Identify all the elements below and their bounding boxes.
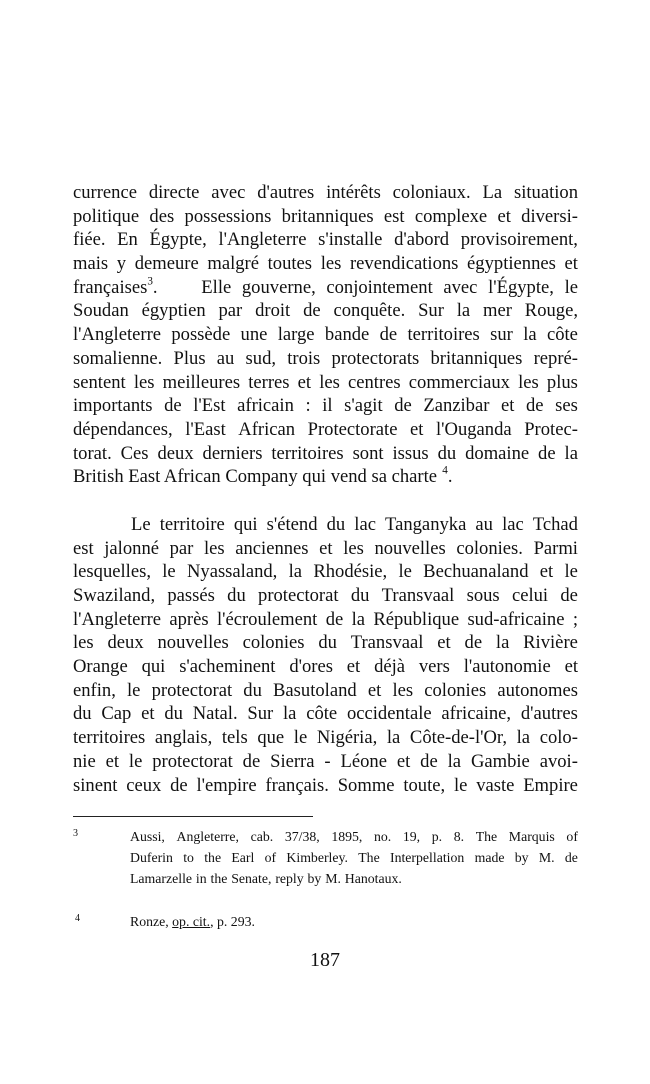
word: de: [303, 300, 321, 322]
word: de: [526, 395, 544, 417]
word: Kimberley.: [286, 850, 348, 865]
word: derniers: [202, 442, 263, 464]
word: Angleterre,: [176, 829, 239, 844]
word: The: [358, 850, 380, 865]
word: est: [73, 537, 94, 559]
word: la: [351, 608, 366, 630]
word: du: [318, 632, 337, 654]
word: de: [394, 395, 412, 417]
word: by: [307, 871, 322, 886]
word: colonies: [424, 679, 487, 701]
word: lac: [354, 513, 376, 535]
word: Le: [131, 513, 151, 535]
word: African: [238, 418, 296, 440]
footnote-3: [73, 826, 578, 889]
word: la: [447, 750, 462, 772]
word: britanniques: [430, 347, 523, 369]
word: Parmi: [533, 537, 578, 559]
word: avoi-: [539, 750, 578, 772]
word: avec: [211, 182, 246, 203]
text-line: [73, 750, 578, 774]
text-line: [73, 205, 578, 229]
word: et: [297, 371, 312, 393]
word: du: [437, 442, 457, 464]
word: Ces: [120, 442, 149, 464]
word: s'étend: [266, 513, 318, 535]
word: ceux: [126, 774, 162, 796]
word: Nigéria,: [316, 727, 378, 749]
word: s'installe: [318, 229, 383, 251]
word: République: [373, 608, 460, 630]
footnote-separator: [73, 816, 313, 817]
word: Duferin: [130, 850, 173, 865]
word: to: [183, 850, 194, 865]
word: la: [495, 632, 510, 654]
paragraph-1: [73, 181, 578, 489]
word: droit: [255, 300, 291, 322]
text-line: [130, 868, 578, 889]
word: politique: [73, 205, 140, 227]
word: vaste: [476, 774, 515, 796]
footnote-marker: 3: [73, 828, 78, 839]
word: conquête.: [333, 300, 406, 322]
word: the: [204, 850, 222, 865]
word: du: [243, 679, 262, 701]
text-line: [73, 631, 578, 655]
text-line: [73, 347, 578, 371]
text-line: [73, 228, 578, 252]
word: l'écroulement: [216, 608, 318, 630]
word: et: [105, 750, 120, 772]
word: sur: [490, 324, 513, 346]
word: Earl: [231, 850, 255, 865]
word: la: [564, 442, 578, 464]
word: Somme: [337, 774, 395, 796]
word: que: [257, 727, 285, 749]
word: The: [475, 829, 498, 844]
word: la: [386, 727, 401, 749]
word: nouvelles: [157, 632, 229, 654]
word: commerciaux: [408, 371, 510, 393]
word: et: [141, 703, 155, 725]
word: Nyassaland,: [186, 561, 278, 583]
word: Basutoland: [273, 679, 357, 701]
word: Égypte,: [149, 229, 207, 251]
word: Interpellation: [389, 850, 465, 865]
text-line: [73, 560, 578, 584]
word: et: [497, 205, 511, 227]
word: meilleures: [162, 371, 241, 393]
word: l'empire: [196, 774, 257, 796]
word: l'autonomie: [463, 656, 551, 678]
word: Empire: [523, 774, 578, 796]
word: et: [367, 679, 382, 701]
word: Orange: [73, 656, 128, 678]
word: Aussi,: [130, 829, 165, 844]
word: d'ores: [289, 656, 333, 678]
word: diversi-: [521, 205, 578, 227]
word: la: [283, 703, 297, 725]
word: les: [319, 371, 340, 393]
word: Protectorate: [307, 418, 398, 440]
word: La: [482, 182, 503, 203]
text-line: [73, 418, 578, 442]
word: le: [293, 727, 308, 749]
word: les: [320, 253, 342, 275]
word: the: [210, 871, 228, 886]
text-line: françaises$^3$. Elle gouverne, conjointement avec l'Égypte, le: [73, 275, 578, 298]
word: large: [277, 324, 315, 346]
word: l'Ouganda: [436, 418, 512, 440]
word: la: [456, 300, 471, 322]
text-line: [73, 608, 578, 632]
word: le: [127, 679, 141, 701]
text-line: [73, 394, 578, 418]
word: demeure: [134, 253, 199, 275]
word: britanniques: [281, 205, 374, 227]
word: torat.: [73, 442, 112, 464]
word: p.: [431, 829, 443, 844]
word: du: [326, 513, 346, 535]
word: possessions: [184, 205, 272, 227]
word: et: [539, 561, 554, 583]
citation-page: , p. 293.: [210, 914, 255, 929]
word: ses: [555, 395, 578, 417]
word: les: [73, 632, 94, 654]
footnote-reference-3[interactable]: 3: [147, 275, 153, 288]
word: Lamarzelle: [130, 871, 193, 886]
word: y: [116, 253, 127, 275]
word: Tanganyka: [385, 513, 467, 535]
word: sont: [352, 442, 384, 464]
word: de: [420, 750, 438, 772]
word: de: [164, 395, 182, 417]
word: En: [117, 229, 138, 251]
text-line: [73, 252, 578, 276]
word: sud,: [245, 347, 277, 369]
word: no.: [374, 829, 392, 844]
word: du: [350, 585, 370, 606]
word: Marquis: [508, 829, 555, 844]
word: les: [203, 537, 225, 559]
word: reply: [275, 871, 304, 886]
word: Sur: [418, 300, 444, 322]
word: mais: [73, 253, 109, 275]
word: autonomes: [497, 679, 578, 701]
word: du: [227, 585, 246, 606]
word: français.: [265, 774, 329, 796]
word: deux: [107, 632, 144, 654]
word: il: [322, 395, 333, 417]
word: tels: [221, 727, 248, 749]
word: trois: [287, 347, 321, 369]
page-number: 187: [310, 949, 340, 971]
word: des: [149, 205, 175, 227]
text-line: [73, 181, 578, 205]
word: protectorats: [331, 347, 420, 369]
word: Rivière: [523, 632, 578, 654]
word: par: [218, 300, 243, 322]
word: côte: [306, 703, 338, 725]
word: africain: [237, 395, 294, 417]
word: somalienne.: [73, 347, 163, 369]
word: de: [564, 850, 578, 865]
text-line: [130, 847, 578, 868]
footnote-marker: 4: [75, 913, 80, 924]
word: toute,: [403, 774, 446, 796]
word: fiée.: [73, 229, 106, 251]
word: de: [242, 750, 261, 772]
word: sous: [466, 585, 500, 606]
word: Tchad: [532, 513, 578, 535]
word: par: [169, 537, 194, 559]
word: Sierra: [270, 750, 315, 772]
text-line: [73, 299, 578, 323]
text-line: [130, 826, 578, 847]
word: mer: [483, 300, 512, 322]
citation-author: Ronze,: [130, 914, 169, 929]
text-fragment: françaises: [73, 276, 148, 298]
word: plus: [546, 371, 578, 393]
text-line: [73, 774, 578, 798]
word: in: [195, 871, 207, 886]
word: protectorat: [151, 679, 233, 701]
word: et: [437, 632, 451, 654]
word: Transvaal: [381, 585, 455, 606]
word: provisoirement,: [460, 229, 578, 251]
word: d'abord: [394, 229, 450, 251]
word: 37/38,: [284, 829, 320, 844]
word: l'Est: [193, 395, 226, 417]
word: les: [133, 371, 155, 393]
word: vers: [418, 656, 450, 678]
word: cab.: [250, 829, 274, 844]
word: by: [514, 850, 529, 865]
word: s'agit: [344, 395, 383, 417]
text-line: [73, 537, 578, 561]
word: déjà: [374, 656, 406, 678]
word: égyptiennes: [467, 253, 556, 275]
word: lesquelles,: [73, 561, 151, 583]
word: situation: [513, 182, 578, 203]
word: Gambie: [470, 750, 530, 772]
word: Transvaal: [350, 632, 424, 654]
word: Côte-de-l'Or,: [409, 727, 508, 749]
word: colonies: [242, 632, 305, 654]
word: Rouge,: [524, 300, 578, 322]
word: Sur: [247, 703, 274, 725]
word: 1895,: [331, 829, 363, 844]
word: currence: [73, 182, 137, 203]
word: issus: [392, 442, 429, 464]
word: protectorat: [258, 585, 339, 606]
word: et: [396, 750, 411, 772]
word: l'East: [185, 418, 226, 440]
word: de: [464, 632, 483, 654]
word: anglais,: [154, 727, 213, 749]
word: de: [538, 442, 556, 464]
word: M.: [325, 871, 341, 886]
word: qui: [141, 656, 166, 678]
word: lac: [502, 513, 524, 535]
word: passés: [167, 585, 215, 606]
word: terres: [248, 371, 290, 393]
word: protectorat: [152, 750, 233, 772]
word: -: [324, 750, 331, 772]
word: of: [264, 850, 277, 865]
word: la: [516, 727, 531, 749]
word: de: [325, 608, 344, 630]
word: complexe: [414, 205, 488, 227]
text-fragment: Elle gouverne, conjointement avec l'Égypte, le: [201, 276, 578, 298]
word: intérêts: [326, 182, 381, 203]
word: d'autres: [520, 703, 578, 725]
text-line: [73, 726, 578, 750]
word: l'Angleterre: [73, 608, 162, 630]
word: nouvelles: [374, 537, 446, 559]
word: Natal.: [192, 703, 238, 725]
word: de: [560, 585, 578, 606]
word: territoires: [73, 727, 146, 749]
word: territoire: [159, 513, 225, 535]
word: Cap: [101, 703, 132, 725]
word: côte: [546, 324, 578, 346]
word: et: [319, 537, 333, 559]
word: directe: [148, 182, 200, 203]
word: et: [501, 395, 515, 417]
word: made: [474, 850, 505, 865]
word: Rhodésie,: [313, 561, 388, 583]
word: bande: [324, 324, 370, 346]
word: au: [216, 347, 235, 369]
word: après: [169, 608, 209, 630]
word: malgré: [207, 253, 259, 275]
word: M.: [538, 850, 555, 865]
word: of: [566, 829, 578, 844]
word: Bechuanaland: [423, 561, 529, 583]
word: du: [164, 703, 183, 725]
word: celui: [511, 585, 549, 606]
word: possède: [171, 324, 231, 346]
text-line: British East African Company qui vend sa charte $^4$.: [73, 464, 453, 488]
word: les: [392, 679, 414, 701]
word: Hanotaux.: [344, 871, 402, 886]
word: d'autres: [257, 182, 315, 203]
word: domaine: [465, 442, 530, 464]
text-line: [73, 702, 578, 726]
word: Léone: [340, 750, 387, 772]
word: du: [73, 703, 92, 725]
word: 19,: [402, 829, 421, 844]
word: et: [564, 253, 578, 275]
word: la: [288, 561, 303, 583]
word: ;: [572, 608, 578, 630]
word: Swaziland,: [73, 585, 156, 606]
word: occidentale: [346, 703, 432, 725]
word: au: [475, 513, 493, 535]
paragraph-2: [73, 513, 578, 797]
word: les: [343, 537, 364, 559]
footnote-text: [130, 826, 578, 889]
word: Senate,: [231, 871, 272, 886]
word: la: [523, 324, 537, 346]
word: repré-: [533, 347, 578, 369]
footnote-text: [130, 911, 578, 932]
word: le: [453, 774, 468, 796]
word: l'Angleterre: [218, 229, 307, 251]
main-text: [73, 181, 578, 797]
word: 8.: [453, 829, 465, 844]
footnote-reference-4[interactable]: 4: [442, 464, 448, 477]
word: nie: [73, 750, 96, 772]
word: colo-: [539, 727, 578, 749]
word: colonies.: [456, 537, 523, 559]
word: s'acheminent: [179, 656, 276, 678]
word: coloniaux.: [392, 182, 471, 203]
word: territoires: [271, 442, 344, 464]
word: sinent: [73, 774, 118, 796]
word: le: [128, 750, 143, 772]
text-line: [73, 323, 578, 347]
word: jalonné: [104, 537, 159, 559]
word: les: [518, 371, 539, 393]
word: l'Angleterre: [73, 324, 162, 346]
word: sentent: [73, 371, 126, 393]
word: de: [170, 774, 188, 796]
word: revendications: [349, 253, 459, 275]
word: toutes: [267, 253, 313, 275]
word: sud-africaine: [467, 608, 565, 630]
text-line: [73, 584, 578, 608]
word: et: [410, 418, 424, 440]
word: deux: [157, 442, 194, 464]
word: Soudan: [73, 300, 129, 322]
word: et: [564, 656, 578, 678]
word: est: [383, 205, 405, 227]
text-line: [73, 655, 578, 679]
word: enfin,: [73, 679, 116, 701]
word: :: [305, 395, 311, 417]
word: africaine,: [441, 703, 512, 725]
word: le: [398, 561, 412, 583]
word: le: [162, 561, 176, 583]
word: et: [346, 656, 361, 678]
word: centres: [348, 371, 401, 393]
text-line: [73, 679, 578, 703]
text-line: [73, 442, 578, 466]
word: égyptien: [141, 300, 206, 322]
text-fragment: British East African Company qui vend sa charte: [73, 466, 438, 488]
word: anciennes: [235, 537, 309, 559]
word: qui: [233, 513, 258, 535]
word: Plus: [173, 347, 206, 369]
footnote-4: [73, 911, 578, 932]
word: Protec-: [524, 418, 578, 440]
text-line: [73, 513, 578, 537]
text-line: [73, 371, 578, 395]
word: de: [379, 324, 398, 346]
word: territoires: [407, 324, 480, 346]
citation-op-cit: op. cit.: [172, 914, 211, 929]
word: le: [564, 561, 578, 583]
word: Zanzibar: [423, 395, 490, 417]
word: une: [240, 324, 268, 346]
word: importants: [73, 395, 153, 417]
word: dépendances,: [73, 418, 173, 440]
